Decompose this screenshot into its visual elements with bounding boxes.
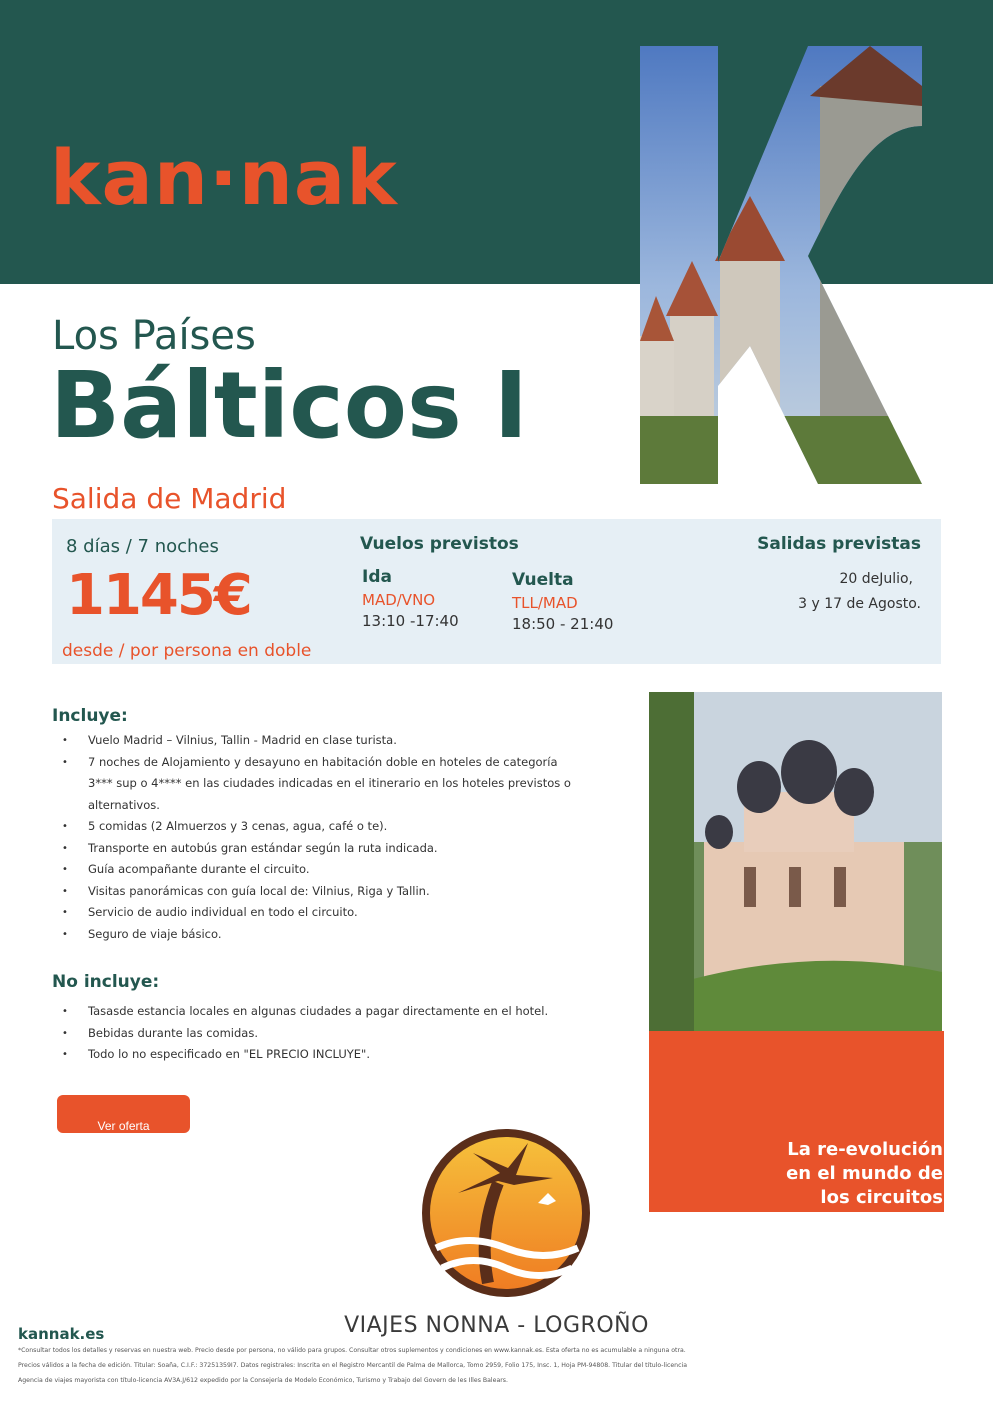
outbound-route: MAD/VNO — [362, 591, 436, 609]
outbound-label: Ida — [362, 567, 392, 587]
departure-date: 3 y 17 de Agosto. — [798, 596, 921, 612]
promo-text — [786, 1138, 943, 1210]
return-hours: 18:50 - 21:40 — [512, 615, 614, 633]
list-item: • Vuelo Madrid – Vilnius, Tallin - Madrid en clase turista. — [56, 730, 576, 752]
list-item: • Guía acompañante durante el circuito. — [56, 859, 576, 881]
excludes-heading: No incluye: — [52, 972, 160, 992]
promo-line: los circuitos — [820, 1187, 943, 1208]
list-item: • Transporte en autobús gran estándar según la ruta indicada. — [56, 838, 576, 860]
legal-line: Agencia de viajes mayorista con título-licencia AV3A.J/612 expedido por la Consejería de Modelo Económico, Turismo y Trabajo del Govern de les Illes Balears. — [18, 1377, 508, 1384]
duration: 8 días / 7 noches — [66, 536, 219, 557]
price-note: desde / por persona en doble — [62, 641, 312, 661]
list-item: • Todo lo no especificado en "EL PRECIO INCLUYE". — [56, 1044, 616, 1066]
return-route: TLL/MAD — [512, 594, 578, 612]
promo-line: en el mundo de — [786, 1163, 943, 1184]
list-item: • 7 noches de Alojamiento y desayuno en habitación doble en hoteles de categoría 3*** sup o 4**** en las ciudades indicadas en el itinerario en los hoteles previstos o alternativos. — [56, 752, 576, 817]
departure-date: 20 deJulio, — [839, 571, 913, 587]
cathedral-photo — [649, 692, 942, 1032]
list-item: • Bebidas durante las comidas. — [56, 1023, 616, 1045]
agency-name: VIAJES NONNA - LOGROÑO — [344, 1313, 649, 1338]
list-item: • Seguro de viaje básico. — [56, 924, 576, 946]
excludes-list — [56, 1001, 616, 1066]
list-item: • Tasasde estancia locales en algunas ciudades a pagar directamente en el hotel. — [56, 1001, 616, 1023]
k-letter-photo — [640, 46, 922, 484]
includes-heading: Incluye: — [52, 706, 128, 726]
agency-logo — [418, 1123, 594, 1311]
kannak-logo: kan·nak — [50, 133, 398, 222]
list-item: • 5 comidas (2 Almuerzos y 3 cenas, agua, café o te). — [56, 816, 576, 838]
outbound-hours: 13:10 -17:40 — [362, 612, 459, 630]
legal-text — [18, 1343, 973, 1388]
view-offer-button[interactable]: Ver oferta — [57, 1095, 190, 1133]
flights-heading: Vuelos previstos — [360, 534, 519, 554]
includes-list — [56, 730, 576, 945]
site-link[interactable]: kannak.es — [18, 1325, 105, 1343]
promo-line: La re-evolución — [787, 1139, 943, 1160]
title-small: Los Países — [52, 313, 256, 359]
departures-heading: Salidas previstas — [757, 534, 921, 554]
subtitle: Salida de Madrid — [52, 482, 287, 515]
page-title: Bálticos I — [50, 352, 529, 459]
trip-info-box — [52, 519, 941, 664]
return-label: Vuelta — [512, 570, 574, 590]
legal-line: Precios válidos a la fecha de edición. Titular: Soaña, C.I.F.: 37251359I7. Datos registrales: Inscrita en el Registro Mercantil de Palma de Mallorca, Tomo 2959, Folio 175, Insc. 1, Hoja PM-94808. Titular del título-licencia — [18, 1362, 688, 1369]
list-item: • Servicio de audio individual en todo el circuito. — [56, 902, 576, 924]
price: 1145€ — [66, 563, 251, 628]
legal-line: *Consultar todos los detalles y reservas en nuestra web. Precio desde por persona, no válido para grupos. Consultar otros suplementos y condiciones en www.kannak.es. Esta oferta no es acumulable a ninguna otra. — [18, 1347, 686, 1354]
list-item: • Visitas panorámicas con guía local de: Vilnius, Riga y Tallin. — [56, 881, 576, 903]
